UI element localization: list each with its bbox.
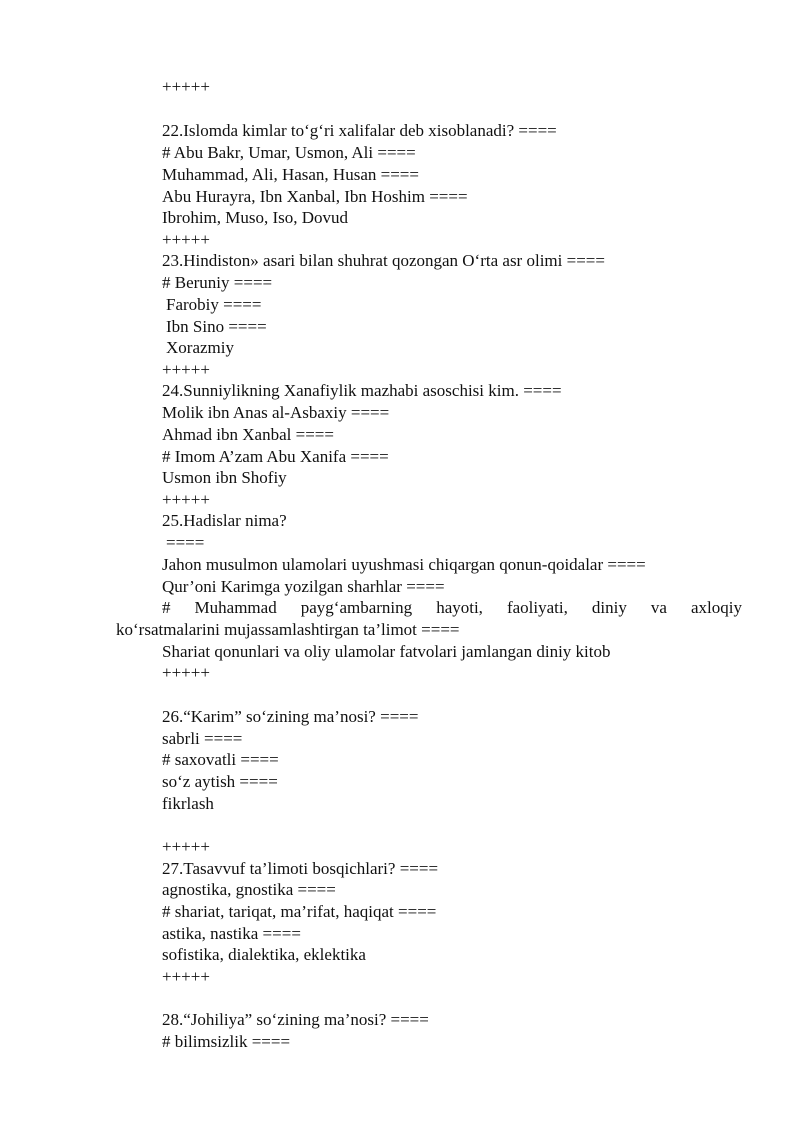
answer-option: Muhammad, Ali, Hasan, Husan ==== [162,165,419,184]
question-24: 24.Sunniylikning Xanafiylik mazhabi asoschisi kim. ==== [162,381,562,400]
separator: +++++ [162,77,210,96]
answer-option: Shariat qonunlari va oliy ulamolar fatvolari jamlangan diniy kitob [162,642,611,661]
answer-option: # Muhammad payg‘ambarning hayoti, faoliyati, diniy va axloqiy [162,598,742,617]
answer-option: # Beruniy ==== [162,273,273,292]
separator: +++++ [162,837,210,856]
question-23: 23.Hindiston» asari bilan shuhrat qozongan O‘rta asr olimi ==== [162,251,605,270]
question-26: 26.“Karim” so‘zining ma’nosi? ==== [162,707,419,726]
separator: +++++ [162,663,210,682]
answer-option: Abu Hurayra, Ibn Xanbal, Ibn Hoshim ==== [162,187,468,206]
answer-option: Farobiy ==== [166,295,262,314]
question-27: 27.Tasavvuf ta’limoti bosqichlari? ==== [162,859,439,878]
question-25: 25.Hadislar nima? [162,511,287,530]
answer-option: astika, nastika ==== [162,924,301,943]
answer-option: Ibn Sino ==== [166,317,267,336]
answer-option: Qur’oni Karimga yozilgan sharhlar ==== [162,577,445,596]
question-22: 22.Islomda kimlar to‘g‘ri xalifalar deb xisoblanadi? ==== [162,121,557,140]
answer-option: fikrlash [162,794,214,813]
answer-option: # Abu Bakr, Umar, Usmon, Ali ==== [162,143,416,162]
question-28: 28.“Johiliya” so‘zining ma’nosi? ==== [162,1010,429,1029]
answer-option: sabrli ==== [162,729,243,748]
separator: +++++ [162,230,210,249]
answer-option-continued: ko‘rsatmalarini mujassamlashtirgan ta’limot ==== [116,620,460,639]
answer-option: ==== [166,533,205,552]
answer-option: agnostika, gnostika ==== [162,880,336,899]
answer-option: Molik ibn Anas al-Asbaxiy ==== [162,403,390,422]
answer-option: Ahmad ibn Xanbal ==== [162,425,334,444]
answer-option: Ibrohim, Muso, Iso, Dovud [162,208,349,227]
separator: +++++ [162,490,210,509]
answer-option: # saxovatli ==== [162,750,279,769]
answer-option: so‘z aytish ==== [162,772,278,791]
answer-option: # shariat, tariqat, ma’rifat, haqiqat ==== [162,902,437,921]
answer-option: Usmon ibn Shofiy [162,468,287,487]
answer-option: sofistika, dialektika, eklektika [162,945,366,964]
answer-option: Jahon musulmon ulamolari uyushmasi chiqargan qonun-qoidalar ==== [162,555,646,574]
answer-option: # Imom A’zam Abu Xanifa ==== [162,447,389,466]
separator: +++++ [162,360,210,379]
separator: +++++ [162,967,210,986]
answer-option: # bilimsizlik ==== [162,1032,291,1051]
answer-option: Xorazmiy [166,338,234,357]
